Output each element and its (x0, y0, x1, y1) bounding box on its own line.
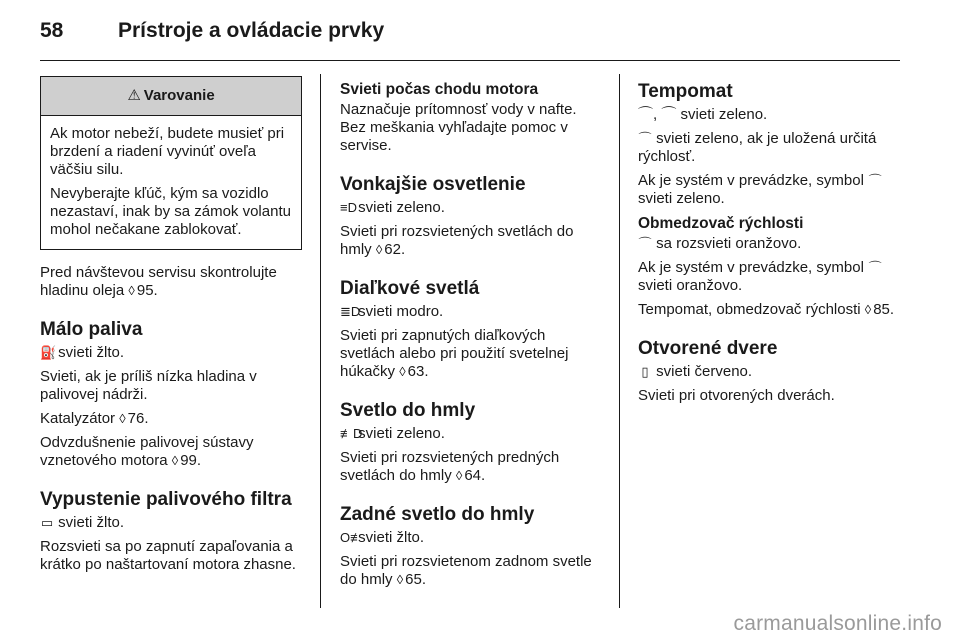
column-divider-1 (320, 74, 321, 608)
heading-engine-running: Svieti počas chodu motora (340, 81, 539, 98)
page-reference: 99. (180, 452, 202, 469)
warning-box (40, 76, 302, 250)
doors-status: ▯ svieti červeno. (638, 363, 908, 381)
fuel-pump-icon: ⛽ (40, 345, 57, 360)
low-fuel-paragraph-2: Katalyzátor ◊ 76. (40, 410, 149, 427)
heading-fuel-filter: Vypustenie palivového filtra (40, 489, 292, 510)
warning-title: Varovanie (143, 87, 215, 104)
reference-arrow-icon: ◊ (399, 364, 406, 379)
cruise-line-2: ⌒ svieti zeleno, ak je uložená určitá rýchlosť. (638, 130, 877, 165)
exterior-lights-status: ≡D svieti zeleno. (340, 199, 445, 216)
fog-light-paragraph: Svieti pri rozsvietených predných svetlách do hmly ◊ 64. (340, 449, 560, 484)
service-paragraph: Pred návštevou servisu skontrolujte hladinu oleja ◊ 95. (40, 264, 277, 299)
page-reference: 95. (136, 282, 158, 299)
heading-low-fuel: Málo paliva (40, 319, 143, 340)
reference-arrow-icon: ◊ (864, 302, 872, 317)
fog-light-icon: ≢D (340, 426, 363, 441)
reference-arrow-icon: ◊ (171, 453, 179, 468)
column-divider-2 (619, 74, 620, 608)
rear-fog-status: O≢ svieti žlto. (340, 529, 425, 546)
warning-body (41, 116, 301, 249)
limiter-paragraph-3: Tempomat, obmedzovač rýchlosti ◊ 85. (638, 301, 895, 318)
column-2 (340, 80, 602, 595)
exterior-light-icon: ≡D (340, 200, 357, 215)
warning-paragraph-2: Nevyberajte kľúč, kým sa vozidlo nezastaví, inak by sa zámok volantu mohol nečakane zablokovať. (50, 185, 291, 238)
column-3 (638, 80, 908, 411)
fuel-filter-icon: ▭ (40, 515, 54, 530)
open-door-icon: ▯ (641, 364, 649, 379)
low-fuel-paragraph-3: Odvzdušnenie palivovej sústavy vznetového motora ◊ 99. (40, 434, 254, 469)
limiter-paragraph-2: Ak je systém v prevádzke, symbol ⌒ svieti oranžovo. (638, 259, 882, 294)
fuel-filter-paragraph-1: Rozsvieti sa po zapnutí zapaľovania a krátko po naštartovaní motora zhasne. (40, 538, 296, 573)
speed-limiter-icon: ⌒ (638, 236, 652, 251)
high-beam-paragraph: Svieti pri zapnutých diaľkových svetlách alebo pri použití svetelnej húkačky ◊ 63. (340, 327, 569, 380)
page-reference: 85. (873, 301, 895, 318)
heading-speed-limiter: Obmedzovač rýchlosti (638, 215, 804, 232)
header-rule (40, 60, 900, 61)
reference-arrow-icon: ◊ (375, 242, 383, 257)
page-reference: 76. (127, 410, 149, 427)
heading-cruise-control: Tempomat (638, 81, 733, 102)
reference-arrow-icon: ◊ (128, 283, 135, 298)
engine-running-paragraph: Naznačuje prítomnosť vody v nafte. Bez meškania vyhľadajte pomoc v servise. (340, 101, 577, 154)
low-fuel-paragraph-1: Svieti, ak je príliš nízka hladina v palivovej nádrži. (40, 368, 257, 403)
reference-arrow-icon: ◊ (455, 468, 463, 483)
page-reference: 65. (405, 571, 426, 588)
page-reference: 62. (384, 241, 406, 258)
warning-paragraph-1: Ak motor nebeží, budete musieť pri brzdení a riadení vyvinúť oveľa väčšiu silu. (50, 125, 285, 178)
doors-paragraph: Svieti pri otvorených dverách. (638, 387, 835, 404)
warning-header (41, 77, 301, 116)
limiter-line-1: ⌒ sa rozsvieti oranžovo. (638, 235, 802, 252)
cruise-line-1: ⌒, ⌒ svieti zeleno. (638, 106, 768, 123)
reference-arrow-icon: ◊ (119, 411, 126, 426)
fog-light-status: ≢D svieti zeleno. (340, 425, 445, 442)
heading-exterior-lights: Vonkajšie osvetlenie (340, 174, 526, 195)
heading-high-beam: Diaľkové svetlá (340, 278, 480, 299)
heading-fog-light: Svetlo do hmly (340, 400, 476, 421)
watermark: carmanualsonline.info (733, 612, 942, 635)
page-reference: 64. (464, 467, 486, 484)
cruise-control-icon: ⌒ (868, 173, 882, 188)
page-reference: 63. (407, 363, 429, 380)
high-beam-status: ≣D svieti modro. (340, 303, 444, 320)
heading-rear-fog: Zadné svetlo do hmly (340, 504, 535, 525)
page-number: 58 (40, 19, 64, 42)
page-title: Prístroje a ovládacie prvky (118, 19, 385, 42)
rear-fog-icon: O≢ (340, 530, 364, 545)
speed-limiter-icon: ⌒ (868, 260, 882, 275)
fuel-filter-status: ▭ svieti žlto. (40, 514, 125, 531)
high-beam-icon: ≣D (340, 304, 361, 319)
heading-open-doors: Otvorené dvere (638, 338, 778, 359)
reference-arrow-icon: ◊ (396, 572, 404, 587)
exterior-lights-paragraph: Svieti pri rozsvietených svetlách do hmly ◊ 62. (340, 223, 574, 258)
cruise-control-icon: ⌒, ⌒ (638, 106, 677, 123)
cruise-paragraph-3: Ak je systém v prevádzke, symbol ⌒ svieti zeleno. (638, 172, 882, 207)
rear-fog-paragraph: Svieti pri rozsvietenom zadnom svetle do hmly ◊ 65. (340, 553, 592, 588)
column-1 (40, 76, 302, 580)
cruise-control-icon: ⌒ (638, 131, 652, 146)
low-fuel-status: ⛽ svieti žlto. (40, 344, 125, 361)
warning-triangle-icon: ⚠ (127, 87, 141, 104)
